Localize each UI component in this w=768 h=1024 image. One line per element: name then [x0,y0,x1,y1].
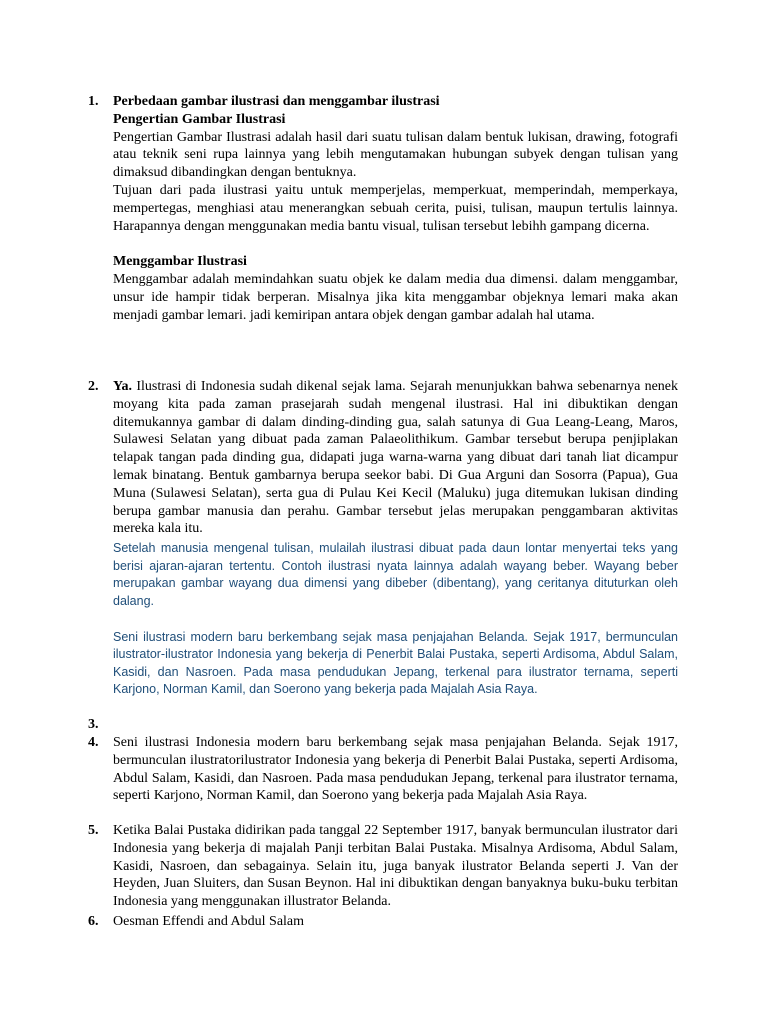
list-item-body [113,93,678,325]
list-item-4 [88,734,678,805]
paragraph-menggambar: Menggambar adalah memindahkan suatu objek ke dalam media dua dimensi. dalam menggambar, unsur ide hampir tidak berperan. Misalnya jika kita menggambar objeknya lemari maka akan menjadi gambar lemari. jadi kemiripan antara objek dengan gambar adalah hal utama. [113,272,678,323]
list-item-body: Oesman Effendi and Abdul Salam [113,914,305,929]
list-number: 1. [88,94,99,109]
list-item-5 [88,822,678,911]
list-item-body: Ketika Balai Pustaka didirikan pada tanggal 22 September 1917, banyak bermunculan ilustrator dari Indonesia yang bekerja di majalah Panji terbitan Balai Pustaka. Misalnya Ardisoma, Abdul Salam, Kasidi, Nasroen, dan sebagainya. Selain itu, juga banyak ilustrator Belanda seperti J. Van der Heyden, Juan Sluiters, dan Susan Beynon. Hal ini dibuktikan dengan banyaknya buku-buku terbitan Indonesia yang menggunakan illustrator Belanda. [113,823,678,910]
paragraph-definition: Pengertian Gambar Ilustrasi adalah hasil dari suatu tulisan dalam bentuk lukisan, drawing, fotografi atau teknik seni rupa lainnya yang lebih mengutamakan hubungan subyek dengan tulisan yang dimaksud dibandingkan dengan bentuknya. [113,129,678,181]
list-item-1 [88,93,678,325]
list-number: 4. [88,735,99,750]
list-number: 5. [88,823,99,838]
subheading-menggambar: Menggambar Ilustrasi [113,254,247,270]
paragraph-history [113,378,678,538]
quoted-paragraph-modern: Seni ilustrasi modern baru berkembang sejak masa penjajahan Belanda. Sejak 1917, bermunculan ilustrator-ilustrator Indonesia yang bekerja di Penerbit Balai Pustaka, seperti Ardisoma, Abdul Salam, Kasidi, dan Nasroen. Pada masa pendudukan Jepang, terkenal para ilustrator ternama, seperti Karjono, Norman Kamil, dan Soerono yang bekerja pada Majalah Asia Raya. [113,629,678,697]
item-heading: Perbedaan gambar ilustrasi dan menggambar ilustrasi [113,94,440,109]
list-item-body: Seni ilustrasi Indonesia modern baru berkembang sejak masa penjajahan Belanda. Sejak 1917, bermunculan ilustratorilustrator Indonesia yang bekerja di Penerbit Balai Pustaka, seperti Ardisoma, Abdul Salam, Kasidi, dan Nasroen. Pada masa pendudukan Jepang, terkenal para ilustrator ternama, seperti Karjono, Norman Kamil, dan Soerono yang bekerja pada Majalah Asia Raya. [113,735,678,804]
blank-line [113,235,678,253]
list-item-2 [88,378,678,699]
list-number: 3. [88,717,99,732]
quoted-paragraph-lontar: Setelah manusia mengenal tulisan, mulailah ilustrasi dibuat pada daun lontar menyertai teks yang berisi ajaran-ajaran tertentu. Contoh ilustrasi nyata lainnya adalah wayang beber. Wayang beber merupakan gambar wayang dua dimensi yang dibeber (dibentang), yang ceritanya dituturkan oleh dalang. [113,541,678,608]
list-number: 2. [88,379,99,394]
list-item-6 [88,913,678,931]
list-item-3 [88,716,678,734]
list-item-body [113,716,678,734]
paragraph-history-text: Ilustrasi di Indonesia sudah dikenal sejak lama. Sejarah menunjukkan bahwa sebenarnya nenek moyang kita pada zaman prasejarah sudah mengenal ilustrasi. Hal ini dibuktikan dengan ditemukannya gambar di dalam dinding-dinding gua, salah satunya di Gua Leang-Leang, Maros, Sulawesi Selatan yang dibuat pada zaman Palaeolithikum. Gambar tersebut berupa penjiplakan telapak tangan pada dinding gua, didapati juga warna-warna yang dibuat dari tanah liat dicampur lemak binatang. Bentuk gambarnya berupa seekor babi. Di Gua Arguni dan Sosorra (Papua), Gua Muna (Sulawesi Selatan), serta gua di Pulau Kei Kecil (Maluku) juga ditemukan lukisan dinding berupa gambar manusia dan perahu. Gambar tersebut jelas merupakan penggambaran aktivitas mereka kala itu. [113,379,678,537]
subheading-pengertian: Pengertian Gambar Ilustrasi [113,111,286,127]
list-item-body [113,378,678,699]
paragraph-purpose: Tujuan dari pada ilustrasi yaitu untuk memperjelas, memperkuat, memperindah, memperkaya, mempertegas, menghiasi atau menerangkan sebuah cerita, puisi, tulisan, maupun tertulis lainnya. Harapannya dengan menggunakan media bantu visual, tulisan tersebut lebihh gampang dicerna. [113,182,678,234]
answer-lead: Ya. [113,379,133,394]
list-number: 6. [88,914,99,929]
